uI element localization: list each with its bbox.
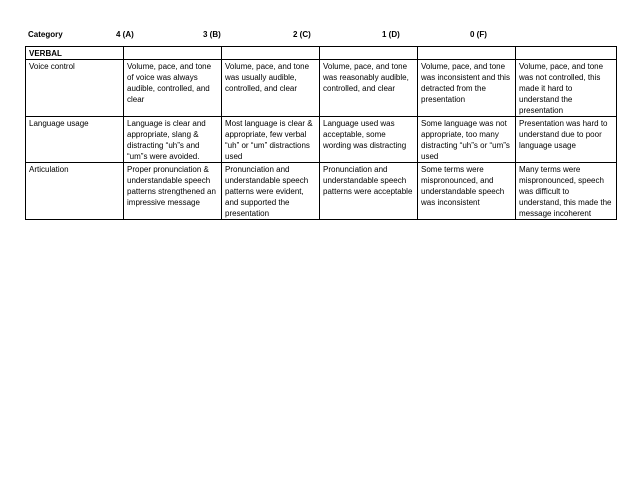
cell-score-c: Volume, pace, and tone was reasonably audible, controlled, and clear: [320, 60, 418, 117]
cell-score-a: Proper pronunciation & understandable speech patterns strengthened an impressive message: [124, 163, 222, 220]
cell-score-b: Most language is clear & appropriate, few verbal “uh” or “um” distractions used: [222, 117, 320, 163]
section-empty-cell: [222, 47, 320, 60]
header-score-d: 1 (D): [382, 30, 400, 39]
cell-score-f: Volume, pace, and tone was not controlled, this made it hard to understand the presentation: [516, 60, 617, 117]
cell-score-f: Presentation was hard to understand due to poor language usage: [516, 117, 617, 163]
table-row: [26, 117, 617, 163]
cell-score-d: Volume, pace, and tone was inconsistent and this detracted from the presentation: [418, 60, 516, 117]
header-score-f: 0 (F): [470, 30, 487, 39]
cell-score-c: Language used was acceptable, some wording was distracting: [320, 117, 418, 163]
section-row-verbal: [26, 47, 617, 60]
cell-score-b: Pronunciation and understandable speech patterns were evident, and supported the presentation: [222, 163, 320, 220]
table-row: [26, 163, 617, 220]
cell-score-b: Volume, pace, and tone was usually audible, controlled, and clear: [222, 60, 320, 117]
section-empty-cell: [124, 47, 222, 60]
cell-score-d: Some terms were mispronounced, and understandable speech was inconsistent: [418, 163, 516, 220]
cell-score-f: Many terms were mispronounced, speech was difficult to understand, this made the message incoherent: [516, 163, 617, 220]
cell-score-d: Some language was not appropriate, too many distracting “uh”s or “um”s used: [418, 117, 516, 163]
section-empty-cell: [320, 47, 418, 60]
row-category: Voice control: [26, 60, 124, 117]
cell-score-c: Pronunciation and understandable speech patterns were acceptable: [320, 163, 418, 220]
header-score-b: 3 (B): [203, 30, 221, 39]
cell-score-a: Volume, pace, and tone of voice was always audible, controlled, and clear: [124, 60, 222, 117]
header-score-c: 2 (C): [293, 30, 311, 39]
section-empty-cell: [516, 47, 617, 60]
header-category: Category: [28, 30, 63, 39]
rubric-header-row: [0, 30, 638, 44]
row-category: Language usage: [26, 117, 124, 163]
table-row: [26, 60, 617, 117]
header-score-a: 4 (A): [116, 30, 134, 39]
row-category: Articulation: [26, 163, 124, 220]
rubric-table: [25, 46, 617, 220]
section-label: VERBAL: [26, 47, 124, 60]
cell-score-a: Language is clear and appropriate, slang & distracting “uh”s and “um”s were avoided.: [124, 117, 222, 163]
section-empty-cell: [418, 47, 516, 60]
